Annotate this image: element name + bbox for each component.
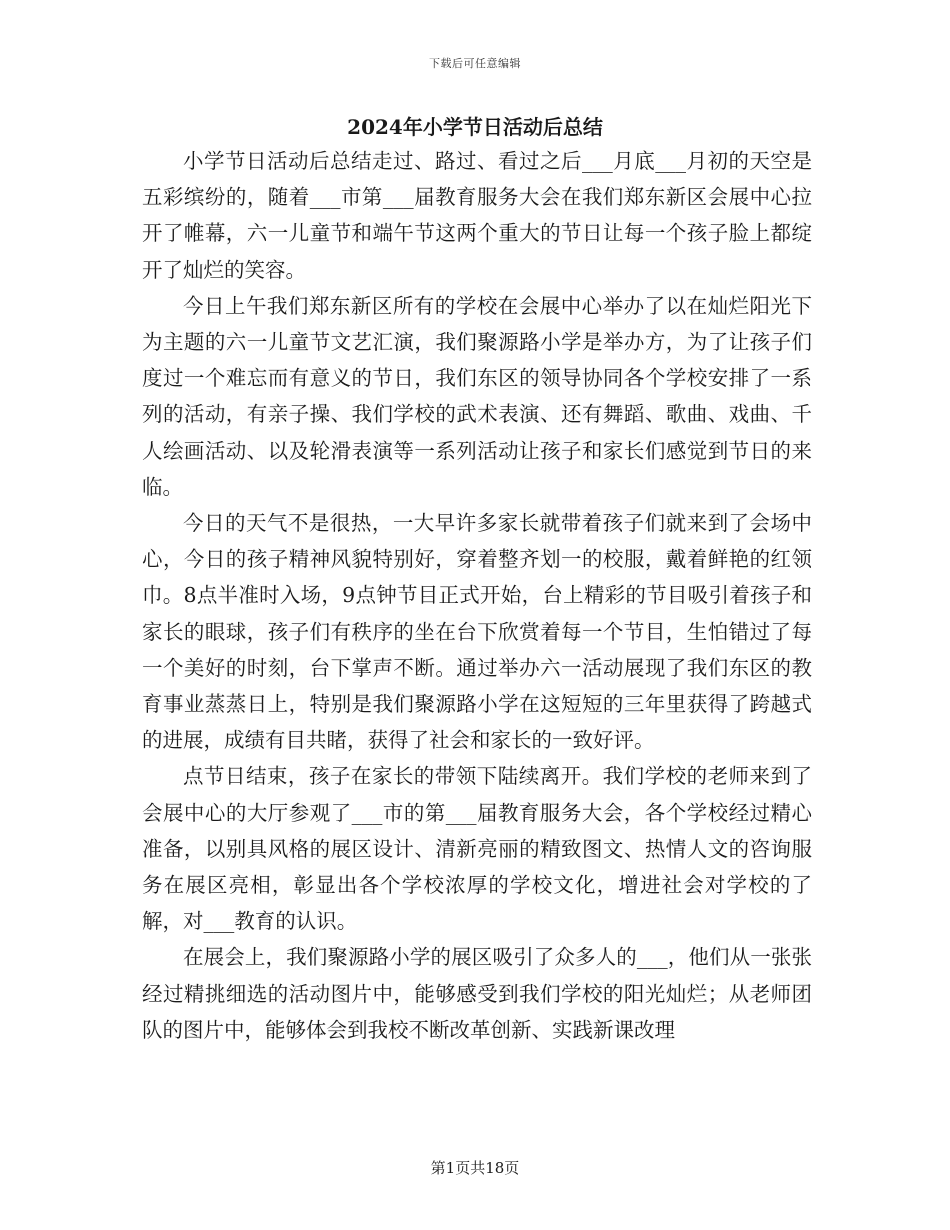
page-number: 第1页共18页 bbox=[430, 1159, 520, 1177]
paragraph-1: 小学节日活动后总结走过、路过、看过之后___月底___月初的天空是五彩缤纷的，随着___市第___届教育服务大会在我们郑东新区会展中心拉开了帷幕，六一儿童节和端午节这两个重大的节日让每一个孩子脸上都绽开了灿烂的笑容。 bbox=[142, 149, 812, 282]
paragraph-3: 今日的天气不是很热，一大早许多家长就带着孩子们就来到了会场中心，今日的孩子精神风貌特别好，穿着整齐划一的校服，戴着鲜艳的红领巾。8点半准时入场，9点钟节目正式开始，台上精彩的节目吸引着孩子和家长的眼球，孩子们有秩序的坐在台下欣赏着每一个节目，生怕错过了每一个美好的时刻，台下掌声不断。通过举办六一活动展现了我们东区的教育事业蒸蒸日上，特别是我们聚源路小学在这短短的三年里获得了跨越式的进展，成绩有目共睹，获得了社会和家长的一致好评。 bbox=[142, 511, 812, 753]
header-note: 下载后可任意编辑 bbox=[429, 57, 521, 70]
paragraph-2: 今日上午我们郑东新区所有的学校在会展中心举办了以在灿烂阳光下为主题的六一儿童节文艺汇演，我们聚源路小学是举办方，为了让孩子们度过一个难忘而有意义的节日，我们东区的领导协同各个学校安排了一系列的活动，有亲子操、我们学校的武术表演、还有舞蹈、歌曲、戏曲、千人绘画活动、以及轮滑表演等一系列活动让孩子和家长们感觉到节日的来临。 bbox=[142, 293, 812, 499]
document-body bbox=[142, 143, 812, 1048]
document-title: 2024年小学节日活动后总结 bbox=[347, 115, 603, 139]
paragraph-5: 在展会上，我们聚源路小学的展区吸引了众多人的___，他们从一张张经过精挑细选的活动图片中，能够感受到我们学校的阳光灿烂；从老师团队的图片中，能够体会到我校不断改革创新、实践新课改理 bbox=[142, 945, 812, 1042]
paragraph-4: 点节日结束，孩子在家长的带领下陆续离开。我们学校的老师来到了会展中心的大厅参观了___市的第___届教育服务大会，各个学校经过精心准备，以别具风格的展区设计、清新亮丽的精致图文、热情人文的咨询服务在展区亮相，彰显出各个学校浓厚的学校文化，增进社会对学校的了解，对___教育的认识。 bbox=[142, 764, 812, 934]
